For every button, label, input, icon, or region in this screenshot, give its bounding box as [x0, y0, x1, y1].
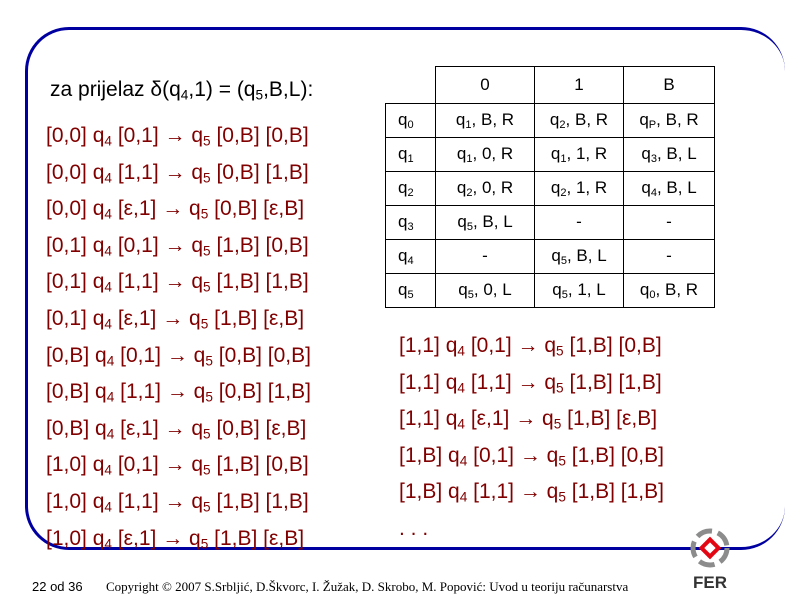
table-row — [386, 240, 715, 274]
transition-cell: - — [624, 240, 715, 274]
transition-cell: $q_4$, B, L — [624, 172, 715, 206]
left-transition-list — [46, 121, 376, 560]
transition-line: [0,0] $q_4$ $[1,1] \to q_5$ [0,B] [1,B] — [46, 160, 309, 185]
transition-cell: $q_0$, B, R — [624, 274, 715, 308]
state-label: $q_5$ — [386, 274, 436, 308]
state-label: $q_2$ — [386, 172, 436, 206]
column-header: B — [624, 67, 715, 104]
transition-line: [0,0] $q_4$ $[\varepsilon,1] \to q_5$ [0,B] [ε,B] — [46, 197, 305, 222]
transition-cell: $q_5$, B, L — [535, 240, 624, 274]
transition-cell: - — [624, 206, 715, 240]
right-transition-list — [399, 331, 729, 551]
fer-logo-icon — [684, 524, 736, 594]
transition-line: [0,0] $q_4$ $[0,1] \to q_5$ [0,B] [0,B] — [46, 124, 309, 149]
transition-line: [1,0] $q_4$ $[0,1] \to q_5$ [1,B] [0,B] — [46, 453, 309, 478]
transition-cell: $q_2$, 1, R — [535, 172, 624, 206]
table-corner-cell — [386, 67, 436, 104]
table-row — [386, 172, 715, 206]
page-number: 22 od 36 — [32, 579, 83, 594]
transition-line: [0,B] $q_4$ $[0,1] \to q_5$ [0,B] [0,B] — [46, 343, 311, 368]
transition-cell: $q_1$, B, R — [436, 104, 535, 138]
transition-line: [1,1] $q_4$ $[0,1] \to q_5$ [1,B] [0,B] — [399, 334, 662, 359]
transition-line: [1,B] $q_4$ $[1,1] \to q_5$ [1,B] [1,B] — [399, 480, 664, 505]
transition-cell: $q_5$, B, L — [436, 206, 535, 240]
table-row — [386, 206, 715, 240]
transition-cell: $q_5$, 0, L — [436, 274, 535, 308]
transition-cell: - — [535, 206, 624, 240]
state-label: $q_4$ — [386, 240, 436, 274]
table-header-row — [386, 67, 715, 104]
transition-line: [1,0] $q_4$ $[\varepsilon,1] \to q_5$ [1,B] [ε,B] — [46, 526, 305, 551]
transition-line: [0,1] $q_4$ $[0,1] \to q_5$ [1,B] [0,B] — [46, 233, 309, 259]
transition-line: [1,0] $q_4$ $[1,1] \to q_5$ [1,B] [1,B] — [46, 489, 309, 515]
transition-cell: $q_P$, B, R — [624, 104, 715, 138]
transition-line: [0,B] $q_4$ $[\varepsilon,1] \to q_5$ [0,B] [ε,B] — [46, 416, 307, 442]
transition-line: [1,1] $q_4$ $[\varepsilon,1] \to q_5$ [1,B] [ε,B] — [399, 407, 658, 432]
transition-cell: - — [436, 240, 535, 274]
transition-line: [1,B] $q_4$ $[0,1] \to q_5$ [1,B] [0,B] — [399, 443, 664, 469]
copyright-notice: Copyright © 2007 S.Srbljić, D.Škvorc, I. Žužak, D. Skrobo, M. Popović: Uvod u teoriju računarstva — [106, 579, 629, 594]
transition-cell: $q_1$, 0, R — [436, 138, 535, 172]
transition-cell: $q_2$, B, R — [535, 104, 624, 138]
state-label: $q_1$ — [386, 138, 436, 172]
column-header: 1 — [535, 67, 624, 104]
logo-emblem — [693, 531, 727, 565]
table-row — [386, 138, 715, 172]
column-header: 0 — [436, 67, 535, 104]
slide-heading: za prijelaz $\delta(q_4,1) = (q_5,B,L)$: — [50, 78, 314, 103]
transition-line: [0,1] $q_4$ $[\varepsilon,1] \to q_5$ [1,B] [ε,B] — [46, 306, 305, 332]
transition-cell: $q_2$, 0, R — [436, 172, 535, 206]
transition-line: [0,1] $q_4$ $[1,1] \to q_5$ [1,B] [1,B] — [46, 270, 309, 295]
table-row — [386, 274, 715, 308]
transition-line: [0,B] $q_4$ $[1,1] \to q_5$ [0,B] [1,B] — [46, 380, 311, 405]
delta-symbol: δ — [150, 78, 163, 101]
transition-line: [1,1] $q_4$ $[1,1] \to q_5$ [1,B] [1,B] — [399, 370, 662, 395]
transition-cell: $q_3$, B, L — [624, 138, 715, 172]
table-row — [386, 104, 715, 138]
ellipsis: . . . — [399, 516, 429, 540]
transition-cell: $q_5$, 1, L — [535, 274, 624, 308]
transition-table — [385, 66, 715, 308]
state-label: $q_3$ — [386, 206, 436, 240]
state-label: $q_0$ — [386, 104, 436, 138]
logo-text: FER — [693, 573, 727, 592]
transition-cell: $q_1$, 1, R — [535, 138, 624, 172]
